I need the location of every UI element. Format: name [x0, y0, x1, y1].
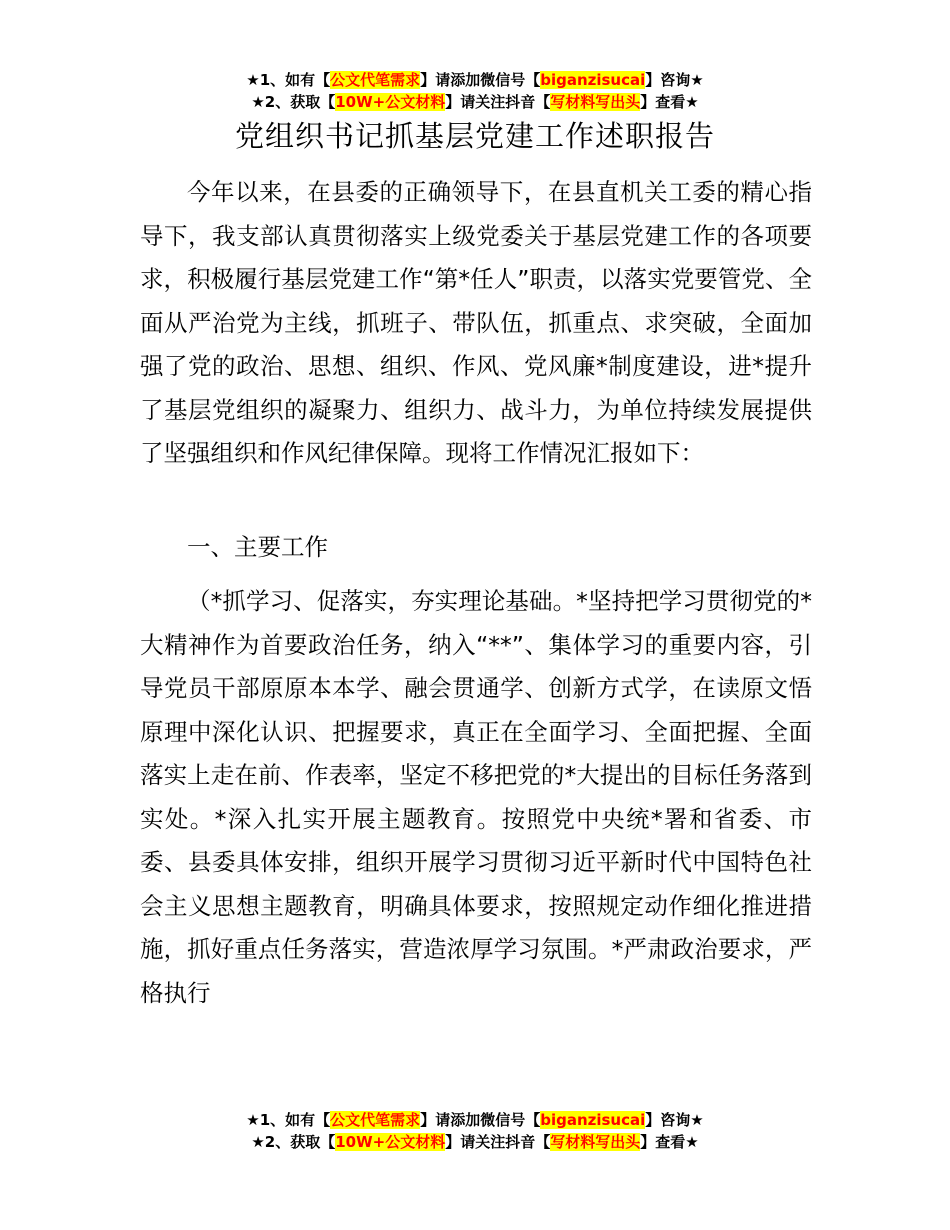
banner-line-1 — [0, 69, 950, 91]
banner-text: ★2、获取【 — [251, 93, 336, 111]
banner-text: 】查看★ — [640, 1133, 699, 1151]
banner-highlight: 10W+公文材料 — [335, 93, 446, 111]
banner-text: 】请关注抖音【 — [445, 93, 551, 111]
banner-highlight-wechat-id: biganzisucai — [540, 71, 646, 89]
banner-text: 】咨询★ — [645, 1111, 704, 1129]
banner-highlight: 公文代笔需求 — [330, 1111, 421, 1129]
footer-banner — [0, 1109, 950, 1153]
banner-line-2 — [0, 91, 950, 113]
banner-line-2 — [0, 1131, 950, 1153]
banner-text: ★1、如有【 — [246, 1111, 331, 1129]
document-title: 党组织书记抓基层党建工作述职报告 — [234, 119, 715, 153]
banner-highlight: 公文代笔需求 — [330, 71, 421, 89]
banner-text: 】请添加微信号【 — [420, 1111, 541, 1129]
paragraph-main-work: （*抓学习、促落实，夯实理论基础。*坚持把学习贯彻党的*大精神作为首要政治任务，纳入“**”、集体学习的重要内容，引导党员干部原原本本学、融会贯通学、创新方式学，在读原文悟原理中深化认识、把握要求，真正在全面学习、全面把握、全面落实上走在前、作表率，坚定不移把党的*大提出的目标任务落到实处。*深入扎实开展主题教育。按照党中央统*署和省委、市委、县委具体安排，组织开展学习贯彻习近平新时代中国特色社会主义思想主题教育，明确具体要求，按照规定动作细化推进措施，抓好重点任务落实，营造浓厚学习氛围。*严肃政治要求，严格执行 — [140, 587, 812, 1007]
paragraph-intro: 今年以来，在县委的正确领导下，在县直机关工委的精心指导下，我支部认真贯彻落实上级党委关于基层党建工作的各项要求，积极履行基层党建工作“第*任人”职责，以落实党要管党、全面从严治党为主线，抓班子、带队伍，抓重点、求突破，全面加强了党的政治、思想、组织、作风、党风廉*制度建设，进*提升了基层党组织的凝聚力、组织力、战斗力，为单位持续发展提供了坚强组织和作风纪律保障。现将工作情况汇报如下： — [140, 178, 812, 467]
banner-text: 】咨询★ — [645, 71, 704, 89]
banner-text: 】请关注抖音【 — [445, 1133, 551, 1151]
banner-highlight: 10W+公文材料 — [335, 1133, 446, 1151]
section-heading: 一、主要工作 — [187, 533, 328, 561]
header-banner — [0, 69, 950, 113]
banner-highlight-douyin-id: 写材料写出头 — [550, 93, 641, 111]
banner-highlight-douyin-id: 写材料写出头 — [550, 1133, 641, 1151]
banner-text: ★2、获取【 — [251, 1133, 336, 1151]
banner-text: 】请添加微信号【 — [420, 71, 541, 89]
banner-line-1 — [0, 1109, 950, 1131]
banner-text: ★1、如有【 — [246, 71, 331, 89]
banner-highlight-wechat-id: biganzisucai — [540, 1111, 646, 1129]
banner-text: 】查看★ — [640, 93, 699, 111]
